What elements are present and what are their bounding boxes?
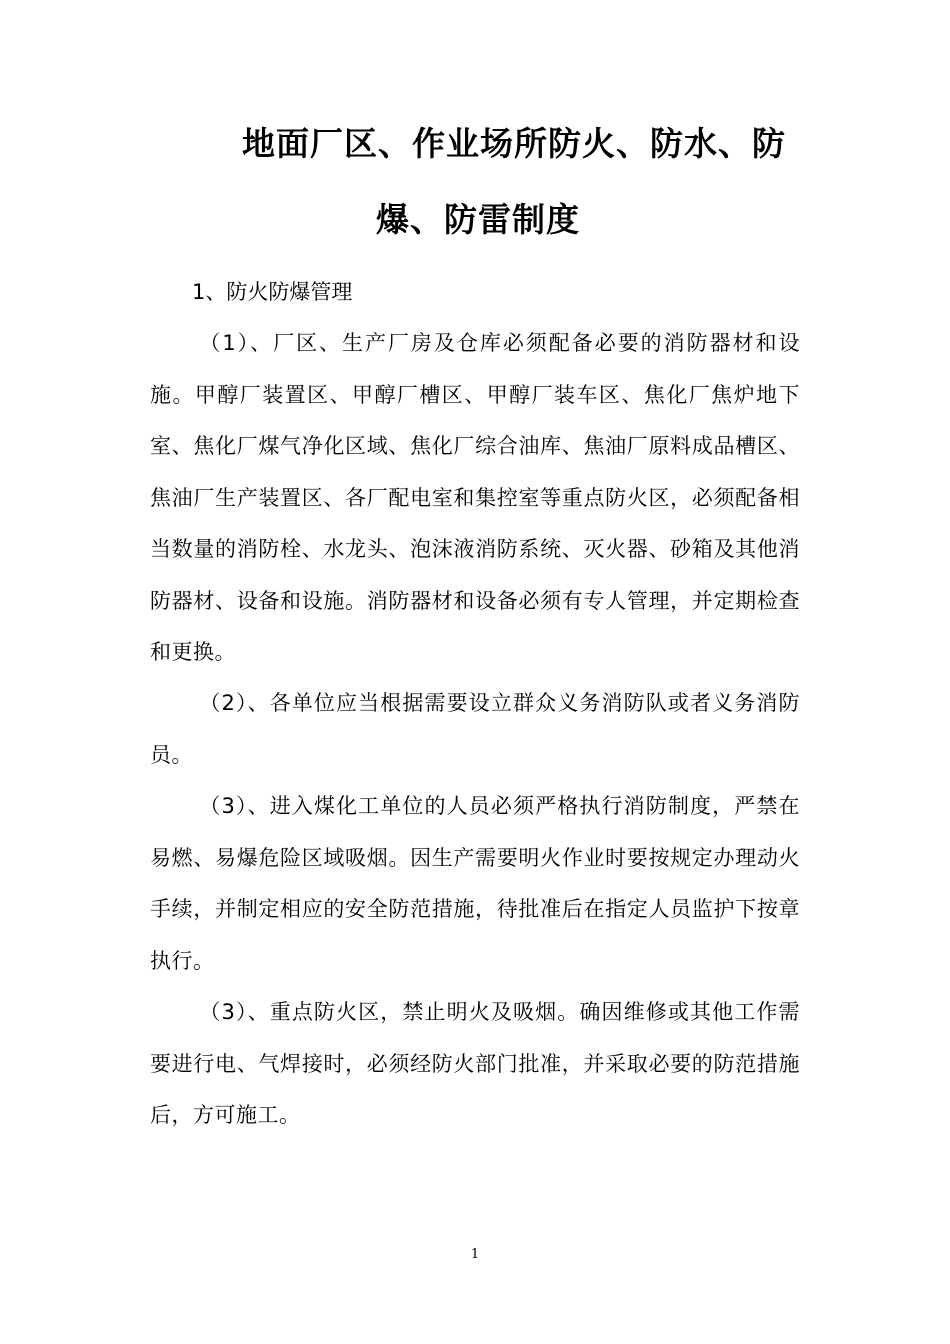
paragraph: （1）、厂区、生产厂房及仓库必须配备必要的消防器材和设施。甲醇厂装置区、甲醇厂槽区、甲醇厂装车区、焦化厂焦炉地下室、焦化厂煤气净化区域、焦化厂综合油库、焦油厂原料成品槽区、焦油厂生产装置区、各厂配电室和集控室等重点防火区，必须配备相当数量的消防栓、水龙头、泡沫液消防系统、灭火器、砂箱及其他消防器材、设备和设施。消防器材和设备必须有专人管理，并定期检查和更换。 <box>150 331 800 664</box>
paragraph: （3）、进入煤化工单位的人员必须严格执行消防制度，严禁在易燃、易爆危险区域吸烟。因生产需要明火作业时要按规定办理动火手续，并制定相应的安全防范措施，待批准后在指定人员监护下按章执行。 <box>150 794 800 973</box>
document-title-line-1: 地面厂区、作业场所防火、防水、防 <box>242 124 786 163</box>
page-number: 1 <box>470 1247 480 1262</box>
paragraph-2-block <box>150 678 800 781</box>
paragraph: （3）、重点防火区，禁止明火及吸烟。确因维修或其他工作需要进行电、气焊接时，必须经防火部门批准，并采取必要的防范措施后，方可施工。 <box>150 1000 800 1127</box>
paragraph-3-block <box>150 781 800 987</box>
document-title-line-2: 爆、防雷制度 <box>376 200 580 239</box>
paragraph-4-block <box>150 987 800 1142</box>
paragraph: （2）、各单位应当根据需要设立群众义务消防队或者义务消防员。 <box>150 691 800 767</box>
paragraph-1-block <box>150 318 800 679</box>
section-heading: 1、防火防爆管理 <box>192 280 353 304</box>
